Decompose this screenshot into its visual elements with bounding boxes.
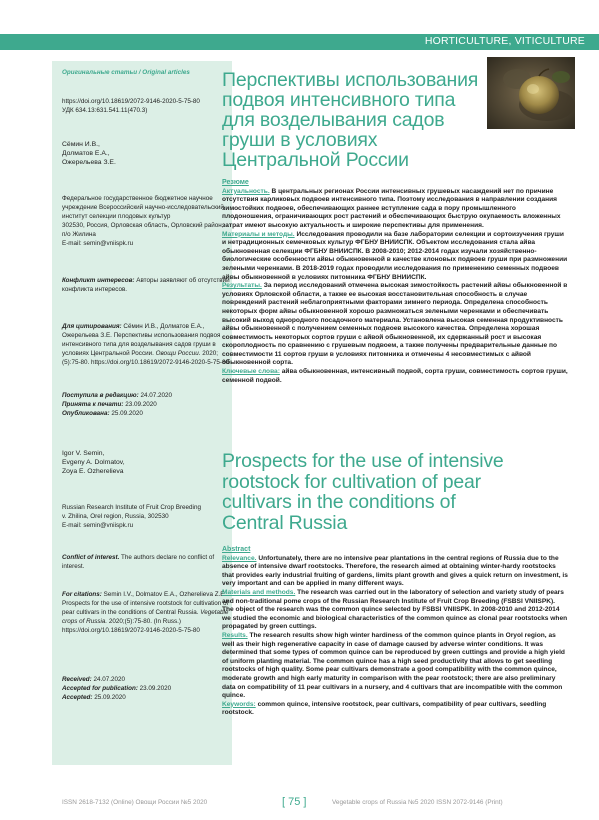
affiliation-en: Russian Research Institute of Fruit Crop Breeding v. Zhilina, Orel region, Russia, 302530 E-mail: semin@vniispk.ru — [62, 503, 230, 530]
conflict-ru: Конфликт интересов: Авторы заявляют об отсутствии конфликта интересов. — [62, 277, 230, 293]
email-en[interactable]: E-mail: semin@vniispk.ru — [62, 522, 134, 529]
udk: УДК 634.13:631.541.11(470.3) — [62, 107, 148, 114]
footer-right: Vegetable crops of Russia №5 2020 ISSN 2072-9146 (Print) — [332, 799, 503, 806]
article-title-ru: Перспективы использования подвоя интенсивного типа для возделывания садов груши в условиях Центральной России — [222, 69, 479, 171]
page-footer — [0, 796, 599, 810]
abstract-heading-ru: Резюме — [222, 179, 249, 186]
citation-ru: Для цитирования: Сёмин И.В., Долматов Е.А., Ожерельева З.Е. Перспективы использования подвоя интенсивного типа для возделывания садов груши в условиях Центральной России. Овощи России. 2020;(5):75-80. https://doi.org/10.18619/2072-9146-2020-5-75-80 — [62, 323, 229, 366]
dates-ru: Поступила в редакцию: 24.07.2020 Принята к печати: 23.09.2020 Опубликована: 25.09.2020 — [62, 392, 172, 417]
authors-en: Igor V. Semin, Evgeny A. Dolmatov, Zoya E. Ozherelieva — [62, 450, 125, 475]
doi-link[interactable]: https://doi.org/10.18619/2072-9146-2020-5-75-80 — [62, 98, 200, 105]
section-title: HORTICULTURE, VITICULTURE — [424, 35, 585, 47]
section-band — [0, 34, 599, 50]
authors-ru: Сёмин И.В., Долматов Е.А., Ожерельева З.Е. — [62, 141, 116, 166]
doi-block — [62, 97, 230, 115]
affiliation-ru: Федеральное государственное бюджетное научное учреждение Всероссийский научно-исследовательский институт селекции плодовых культур 302530, Россия, Орловская область, Орловский район, п/о Жилина E-mail: semin@vniispk.ru — [62, 194, 230, 248]
citation-en: For citations: Semin I.V., Dolmatov E.A., Ozherelieva Z.E. Prospects for the use of intensive rootstock for cultivation of pear cultivars in the conditions of Central Russia. Vegetable crops of Russia. 2020;(5):75-80. (In Russ.) https://doi.org/10.18619/2072-9146-2020-5-75-80 — [62, 591, 229, 634]
article-type: Оригинальные статьи / Original articles — [62, 69, 190, 76]
quince-photo — [487, 57, 575, 129]
page-number: [ 75 ] — [282, 796, 307, 808]
article-title-en: Prospects for the use of intensive rootstock for cultivation of pear cultivars in the conditions of Central Russia — [222, 450, 504, 534]
abstract-heading-en: Abstract — [222, 546, 251, 553]
conflict-en: Conflict of interest. The authors declare no conflict of interest. — [62, 554, 215, 570]
email-ru[interactable]: E-mail: semin@vniispk.ru — [62, 240, 134, 247]
dates-en: Received: 24.07.2020 Accepted for publication: 23.09.2020 Accepted: 25.09.2020 — [62, 676, 172, 701]
abstract-ru: Резюме Актуальность. В центральных регионах России интенсивных грушевых насаждений нет по причине отсутствия карликовых подвоев интенсивного типа. Поэтому исследования в направлении создания зимостойких подвоев, обеспечивающих раннее вступление сада в пору промышленного плодоношения, ограничивающих рост растений и обеспечивающих быструю окупаемость вложенных затрат имеют высокую актуальность и широкие перспективы для применения. Материалы и методы. Исследования проводили на базе лаборатории селекции и сортоизучения груши и нетрадиционных семечковых культур ФГБНУ ВНИИСПК. Объектом исследования стала айва обыкновенная селекции ФГБНУ ВНИИСПК. В 2008-2010; 2012-2014 годах изучали хозяйственно-биологические особенности айвы обыкновенной в качестве клоновых подвоев груши при размножении зелеными черенками. В 2018-2019 годах проводили исследования по применению семенных подвоев айвы обыкновенной в условиях питомника ФГБНУ ВНИИСПК. Результаты. За период исследований отмечена высокая зимостойкость растений айвы обыкновенной в условиях Орловской области, а также ее высокая восстановительная способность в случае повреждений растений неблагоприятными факторами зимнего периода. Определена способность некоторых форм айвы обыкновенной хорошо размножаться зелеными черенками и обеспечивать высокий выход однородного посадочного материала. Установлена высокая семенная продуктивность айвы обыкновенной с получением семенных подвоев высокого качества. Определена хорошая совместимость некоторых сортов груши с айвой обыкновенной, их сдержанный рост и высокая скороплодность по сравнению с грушевым подвоем, а также получены предварительные данные по совместимости 11 сортов груши в условиях питомника и отмечены 4 несовместимых с айвой обыкновенной сорта. Ключевые слова: айва обыкновенная, интенсивный подвой, сорта груши, совместимость сортов груши, семенной подвой. — [222, 179, 568, 384]
footer-left: ISSN 2618-7132 (Online) Овощи России №5 2020 — [62, 799, 208, 806]
abstract-en: Abstract Relevance. Unfortunately, there are no intensive pear plantations in the central regions of Russia due to the absence of intensive dwarf rootstocks. Therefore, the research aimed at obtaining winter-hardy rootstocks that provides early industrial fruiting of gardens, limits plant growth and gives a quick return on investment, is very important and can be applied in many different ways. Materials and methods. The research was carried out in the laboratory of selection and variety study of pears and non-traditional pome crops of the Russian Research Institute of Fruit Crop Breeding (FSBSI VNIISPK). The object of the research was the common quince selected by FSBSI VNIISPK. In 2008-2010 and 2012-2014 we studied the economic and biological characteristics of the common quince as clonal pear rootstocks when propagated by green cuttings. Results. The research results show high winter hardiness of the common quince plants in Oryol region, as well as their high regenerative capacity in case of damage caused by adverse winter conditions. It was determined that some types of common quince can be reproduced by green cuttings and provide a high yield of uniform planting material. The common quince has a high seed productivity that allows to get seedling rootstocks of high quality. Some pear cultivars demonstrate a good compatibility with the common quince, moderate growth and high early maturity in comparison with the pear rootstock; there are also preliminary data on compatibility of 11 pear cultivars in a nursery, and 4 cultivars that are incompatible with the common quince. Keywords: common quince, intensive rootstock, pear cultivars, compatibility of pear cultivars, seedling rootstock. — [222, 546, 568, 717]
